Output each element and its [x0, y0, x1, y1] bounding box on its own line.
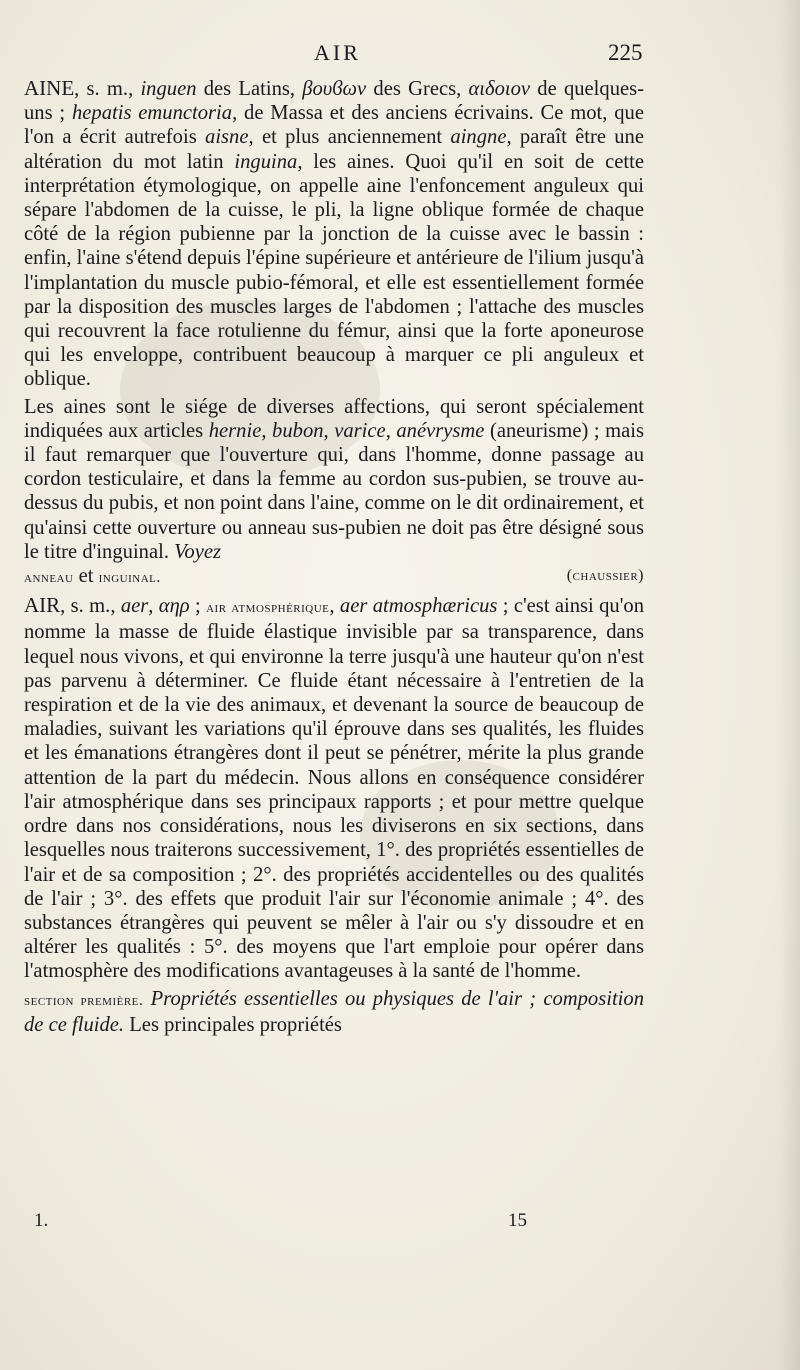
- synonym-small-caps: air atmosphérique: [206, 599, 330, 617]
- text-run: Les aines sont le siége de diverses affections, qui seront spécialement indiquées aux articles: [24, 395, 644, 442]
- section-label: section première.: [24, 991, 144, 1009]
- text-run: des Grecs,: [366, 78, 469, 100]
- text-run: Les principales propriétés: [124, 1013, 342, 1036]
- greek-word: αιδοιον: [468, 78, 531, 100]
- text-run: ,: [323, 419, 335, 442]
- page-edge-shadow: [778, 0, 800, 1370]
- text-run: , paraît être une altération du mot latin: [24, 126, 644, 173]
- text-run: ,: [329, 595, 340, 618]
- volume-number: 1.: [34, 1210, 49, 1231]
- text-run: ,: [148, 595, 159, 618]
- text-run: ; c'est ainsi qu'on nomme la masse de fluide élastique invisible par sa transparence, dans lequel nous vivons, et qui environne la terre jusqu'à une hauteur qu'on n'est pas parvenu à déterminer. Ce fluide étant nécessaire à l'entretien de la respiration et de la vie des animaux, et devenant la source de beaucoup de maladies, suivant les variations qu'il éprouve dans ses qualités, les fluides et les émanations étrangères dont il peut se pénétrer, mérite la plus grande attention de la part du médecin. Nous allons en conséquence considérer l'air atmosphérique dans ses principaux rapports ; et pour mettre quelque ordre dans nos considérations, nous les diviserons en six sections, dans lesquelles nous traiterons successivement, 1°. des propriétés essentielles de l'air et de sa composition ; 2°. des propriétés accidentelles ou des qualités de l'air ; 3°. des effets que produit l'air sur l'économie animale ; 4°. des substances étrangères qui peuvent se mêler à l'air ou s'y dissoudre et en altérer les qualités : 5°. des moyens que l'art emploie pour opérer dans l'atmosphère des modifications avantageuses à la santé de l'homme.: [24, 595, 645, 983]
- entry-aine-paragraph-1: [24, 76, 644, 392]
- text-run: ,: [261, 419, 273, 442]
- running-title: AIR: [314, 40, 361, 65]
- voyez-reference: Voyez: [174, 540, 222, 563]
- cross-reference-inguinal: inguinal.: [98, 569, 161, 587]
- text-run: de quelques-uns ;: [24, 78, 645, 125]
- headword-aine: AINE: [24, 76, 75, 100]
- text-run: , et plus anciennement: [248, 126, 451, 149]
- cross-reference-anneau: anneau: [24, 569, 74, 587]
- text-run: (aneurisme) ; mais il faut remarquer que l'ouverture qui, dans l'homme, donne passage au cordon testiculaire, et dans la femme au cordon sus-pubien, se trouve au-dessus du pubis, et non point dans l'aine, comme on le dit ordinairement, et qu'ainsi cette ouverture ou anneau sus-pubien ne doit pas être désigné sous le titre d'inguinal.: [24, 419, 645, 563]
- text-run: , de Massa et des anciens écrivains. Ce mot, que l'on a écrit autrefois: [24, 102, 644, 149]
- italic-run: inguina: [234, 150, 298, 173]
- page-footer: [24, 1210, 644, 1238]
- italic-run: aer atmosphæricus: [339, 595, 498, 618]
- text-run: ;: [189, 595, 207, 618]
- greek-word: αηρ: [158, 595, 190, 618]
- page-number: 225: [608, 40, 643, 65]
- text-run: ,: [385, 419, 397, 442]
- headword-air: AIR: [24, 593, 61, 618]
- page-header: [24, 40, 650, 76]
- italic-run: aer: [120, 595, 149, 618]
- cross-reference-varice: varice: [334, 419, 386, 442]
- cross-reference-hernie: hernie: [208, 419, 262, 442]
- entry-aine-paragraph-2: [24, 395, 644, 591]
- entry-air-paragraph-1: [24, 593, 644, 983]
- greek-word: βουϐων: [302, 78, 367, 100]
- text-run: , les aines. Quoi qu'il en soit de cette interprétation étymologique, on appelle aine l'enfoncement anguleux qui sépare l'abdomen de la cuisse, le pli, la ligne oblique formée de chaque côté de la région pubienne par la jonction de la cuisse avec le bassin : enfin, l'aine s'étend depuis l'épine supérieure et antérieure de l'ilium jusqu'à l'implantation du muscle pubio-fémoral, et elle est essentiellement formée par la disposition des muscles larges de l'abdomen ; l'attache des muscles qui recouvrent la face rotulienne du fémur, ainsi que la forte aponeurose qui les enveloppe, contribuent beaucoup à marquer ce pli anguleux et oblique.: [24, 150, 644, 391]
- body-text: [24, 76, 644, 1037]
- text-run: et: [73, 565, 99, 588]
- text-run: des Latins,: [196, 78, 303, 100]
- cross-reference-anevrysme: anévrysme: [396, 419, 485, 442]
- text-run: , s. m.,: [60, 595, 121, 618]
- italic-run: aisne: [205, 126, 249, 149]
- author-signature: (chaussier): [566, 567, 644, 585]
- signature-mark: 15: [508, 1210, 527, 1231]
- cross-reference-bubon: bubon: [272, 419, 324, 442]
- italic-run: inguen: [140, 78, 197, 100]
- italic-run: hepatis emunctoria: [71, 102, 233, 125]
- italic-run: aingne: [450, 126, 507, 149]
- text-run: , s. m.,: [74, 78, 141, 100]
- section-title: Propriétés essentielles ou physiques de l'air ; composition de ce fluide.: [24, 987, 644, 1036]
- entry-air-section-heading: [24, 987, 644, 1037]
